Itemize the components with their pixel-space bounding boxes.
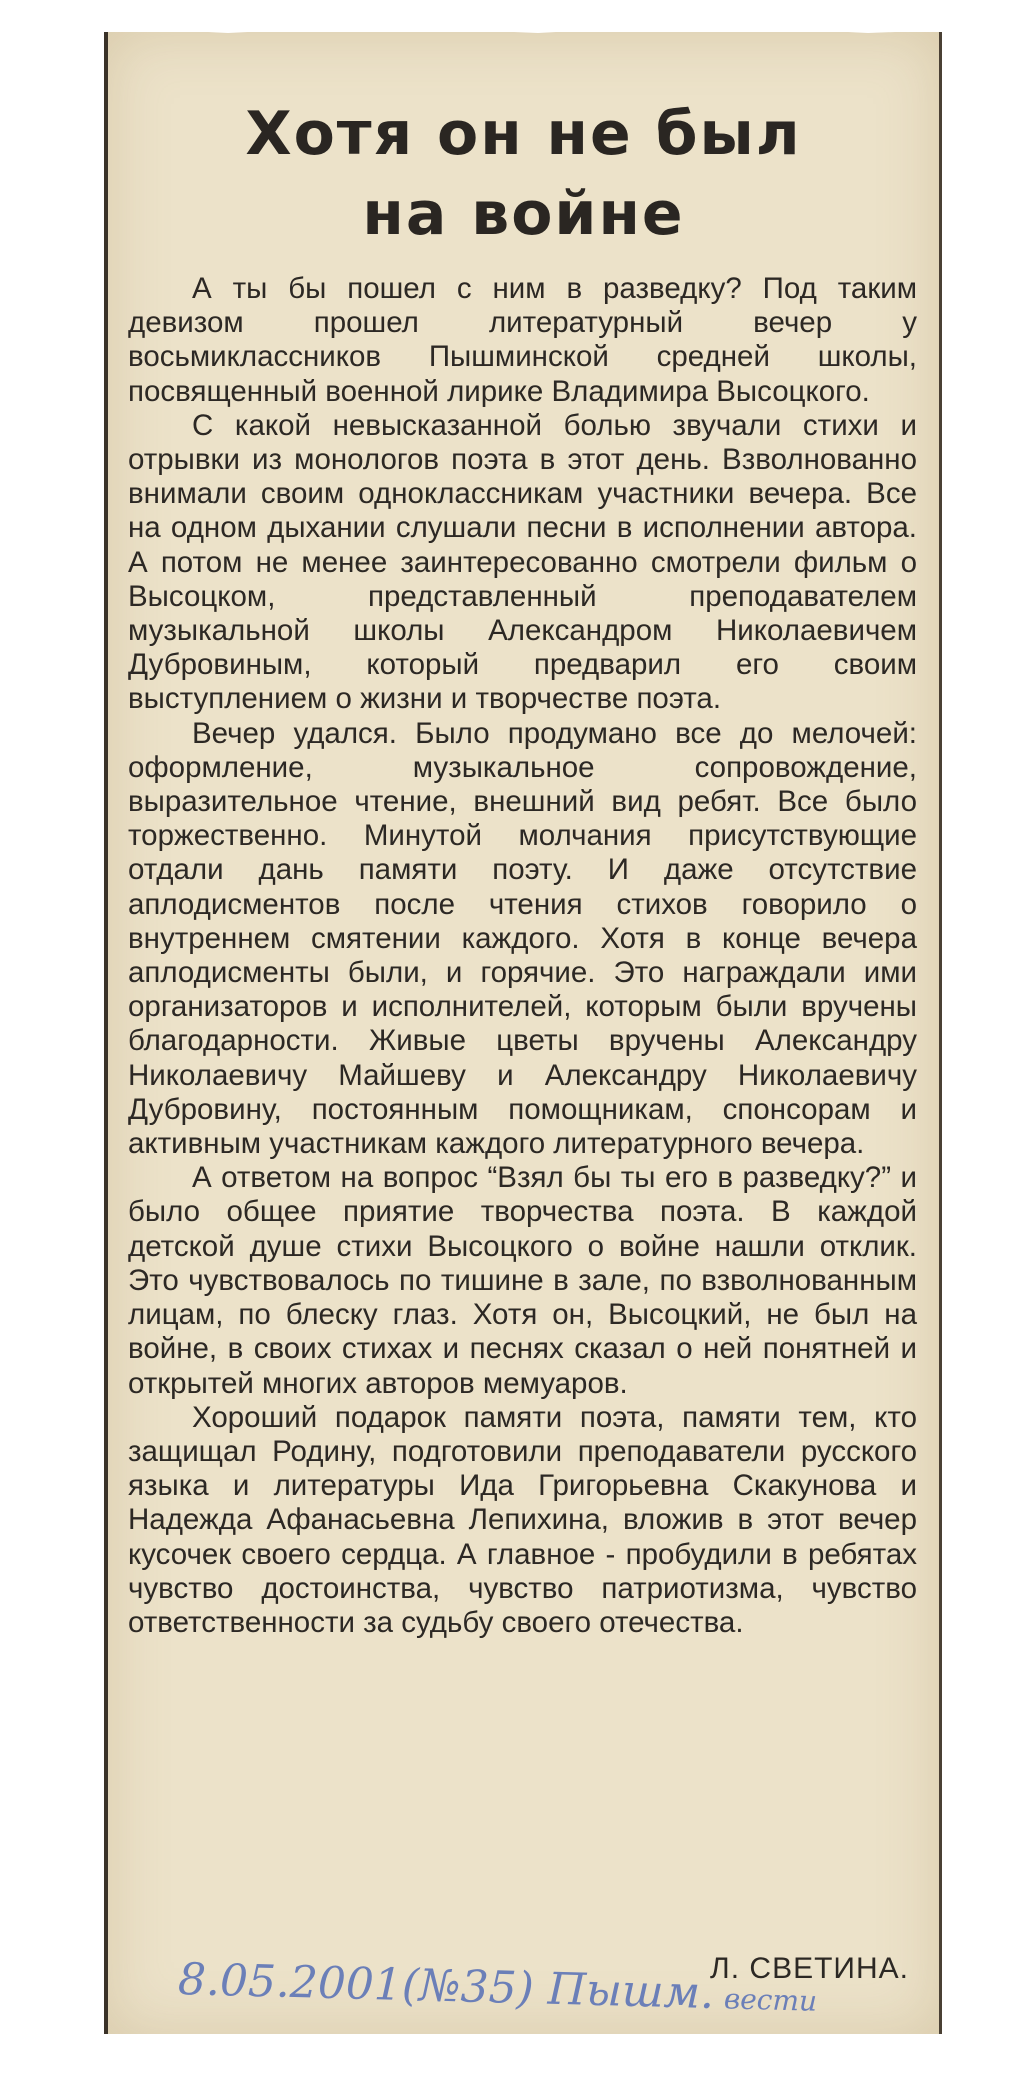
handwritten-issue: (№35) [401,1959,535,2015]
article-paragraph-1: А ты бы пошел с ним в разведку? Под таким девизом прошел литературный вечер у восьмиклассников Пышминской средней школы, посвященный военной лирике Владимира Высоцкого. [128,272,917,408]
handwritten-source: Пышм. [547,1963,715,2020]
article-body [128,272,917,1640]
newspaper-clipping [104,32,942,2034]
article-paragraph-5: Хороший подарок памяти поэта, памяти тем, кто защищал Родину, подготовили преподаватели русского языка и литературы Ида Григорьевна Скакунова и Надежда Афанасьевна Лепихина, вложив в этот вечер кусочек своего сердца. А главное - пробудили в ребятах чувство достоинства, чувство патриотизма, чувство ответственности за судьбу своего отечества. [128,1400,917,1639]
headline-line-1: Хотя он не был [245,99,802,169]
article-headline [108,94,939,254]
headline-line-2: на войне [362,179,685,249]
handwritten-source-2: вести [723,1982,818,2018]
article-paragraph-2: С какой невысказанной болью звучали стихи и отрывки из монологов поэта в этот день. Взволнованно внимали своим одноклассникам участники вечера. Все на одном дыхании слушали песни в исполнении автора. А потом не менее заинтересованно смотрели фильм о Высоцком, представленный преподавателем музыкальной школы Александром Николаевичем Дубровиным, который предварил его своим выступлением о жизни и творчестве поэта. [128,408,917,716]
handwritten-date: 8.05.2001 [177,1954,403,2011]
torn-edge [108,24,946,40]
author-signature: Л. СВЕТИНА. [710,1952,909,1985]
article-paragraph-3: Вечер удался. Было продумано все до мелочей: оформление, музыкальное сопровождение, выразительное чтение, внешний вид ребят. Все было торжественно. Минутой молчания присутствующие отдали дань памяти поэту. И даже отсутствие аплодисментов после чтения стихов говорило о внутреннем смятении каждого. Хотя в конце вечера аплодисменты были, и горячие. Это награждали ими организаторов и исполнителей, которым были вручены благодарности. Живые цветы вручены Александру Николаевичу Майшеву и Александру Николаевичу Дубровину, постоянным помощникам, спонсорам и активным участникам каждого литературного вечера. [128,716,917,1161]
article-paragraph-4: А ответом на вопрос “Взял бы ты его в разведку?” и было общее приятие творчества поэта. В каждой детской душе стихи Высоцкого о войне нашли отклик. Это чувствовалось по тишине в зале, по взволнованным лицам, по блеску глаз. Хотя он, Высоцкий, не был на войне, в своих стихах и песнях сказал о ней понятней и открытей многих авторов мемуаров. [128,1161,917,1400]
